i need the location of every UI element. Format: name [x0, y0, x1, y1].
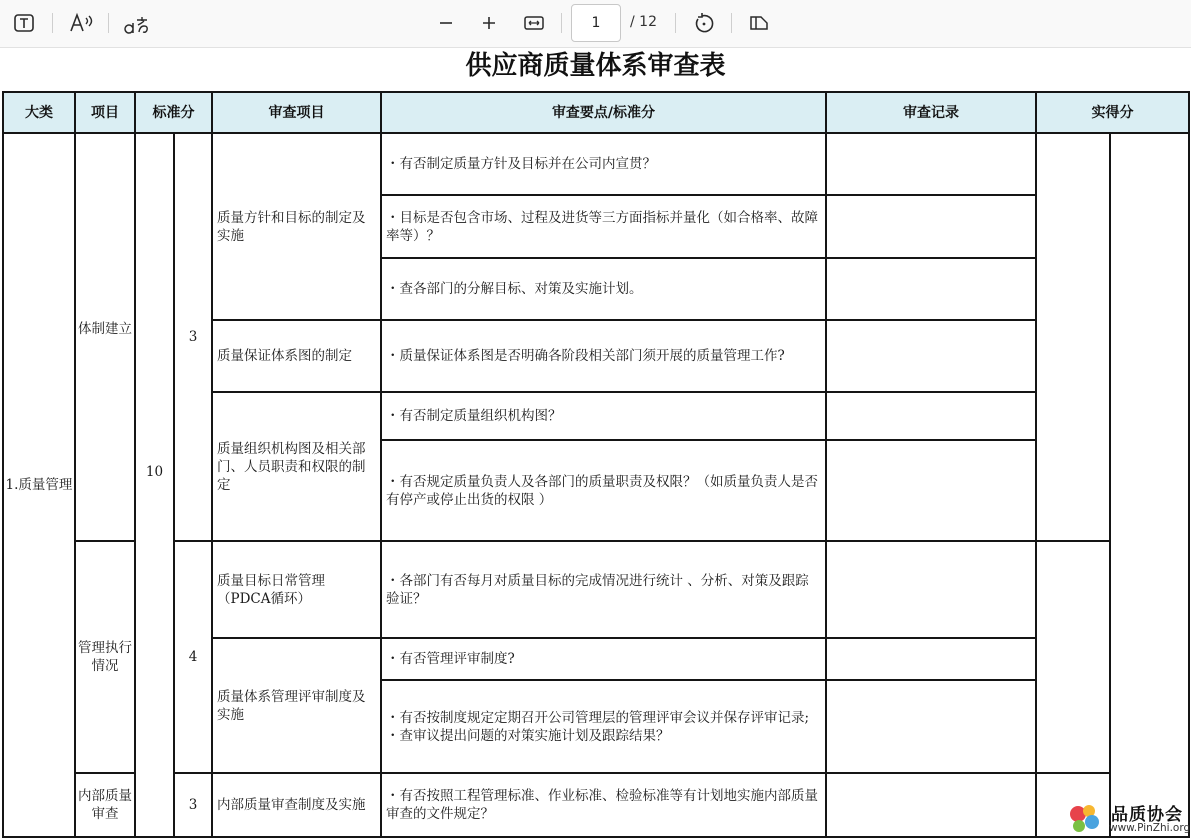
page-total: / 12 — [630, 14, 657, 30]
group-score-cell: 10 — [134, 132, 175, 838]
actual-score-cell[interactable] — [1035, 132, 1111, 542]
key-point-cell: ・质量保证体系图是否明确各阶段相关部门须开展的质量管理工作? — [380, 319, 827, 393]
audit-item-cell: 质量方针和目标的制定及实施 — [211, 132, 382, 321]
key-point-cell: ・各部门有否每月对质量目标的完成情况进行统计 、分析、对策及跟踪验证？ — [380, 540, 827, 639]
header-category: 大类 — [2, 91, 76, 134]
key-point-cell: ・有否规定质量负责人及各部门的质量职责及权限？（如质量负责人是否有停产或停止出货的权限 ） — [380, 439, 827, 542]
record-cell[interactable] — [825, 391, 1037, 441]
header-standard-score: 标准分 — [134, 91, 213, 134]
watermark-url: www.PinZhi.org — [1109, 822, 1191, 834]
section-score-cell: 3 — [173, 772, 213, 838]
header-record: 审查记录 — [825, 91, 1037, 134]
key-point-cell — [380, 679, 827, 774]
actual-score-total-cell[interactable] — [1109, 132, 1190, 838]
audit-item-cell: 质量目标日常管理（PDCA循环） — [211, 540, 382, 639]
watermark-name: 品质协会 — [1111, 805, 1183, 825]
item-cell: 体制建立 — [74, 132, 136, 542]
record-cell[interactable] — [825, 540, 1037, 639]
audit-item-cell: 质量体系管理评审制度及实施 — [211, 637, 382, 774]
header-audit-item: 审查项目 — [211, 91, 382, 134]
key-point-cell: ・有否管理评审制度? — [380, 637, 827, 681]
header-item: 项目 — [74, 91, 136, 134]
key-point-cell: ・查各部门的分解目标、对策及实施计划。 — [380, 257, 827, 321]
record-cell[interactable] — [825, 679, 1037, 774]
audit-item-cell: 质量组织机构图及相关部门、人员职责和权限的制定 — [211, 391, 382, 542]
record-cell[interactable] — [825, 439, 1037, 542]
record-cell[interactable] — [825, 637, 1037, 681]
pinzhi-watermark — [1065, 800, 1191, 838]
record-cell[interactable] — [825, 319, 1037, 393]
actual-score-cell[interactable] — [1035, 540, 1111, 774]
record-cell[interactable] — [825, 132, 1037, 196]
key-point-cell: ・有否制定质量方针及目标并在公司内宣贯？ — [380, 132, 827, 196]
document-title: 供应商质量体系审查表 — [465, 51, 726, 81]
audit-item-cell: 内部质量审查制度及实施 — [211, 772, 382, 838]
record-cell[interactable] — [825, 772, 1037, 838]
record-cell[interactable] — [825, 257, 1037, 321]
pinzhi-logo-icon — [1065, 802, 1105, 836]
header-key-points: 审查要点/标准分 — [380, 91, 827, 134]
key-point-line: ・有否按制度规定定期召开公司管理层的管理评审会议并保存评审记录; — [386, 709, 810, 726]
key-point-line: ・查审议提出问题的对策实施计划及跟踪结果？ — [386, 727, 670, 744]
item-cell: 管理执行情况 — [74, 540, 136, 774]
section-score-cell: 4 — [173, 540, 213, 774]
audit-item-cell: 质量保证体系图的制定 — [211, 319, 382, 393]
section-score-cell: 3 — [173, 132, 213, 542]
header-actual-score: 实得分 — [1035, 91, 1190, 134]
record-cell[interactable] — [825, 194, 1037, 259]
category-cell: 1.质量管理 — [2, 132, 76, 838]
key-point-cell: ・目标是否包含市场、过程及进货等三方面指标并量化（如合格率、故障率等）？ — [380, 194, 827, 259]
item-cell: 内部质量审查 — [74, 772, 136, 838]
key-point-cell: ・有否按照工程管理标准、作业标准、检验标准等有计划地实施内部质量审查的文件规定？ — [380, 772, 827, 838]
key-point-cell: ・有否制定质量组织机构图？ — [380, 391, 827, 441]
